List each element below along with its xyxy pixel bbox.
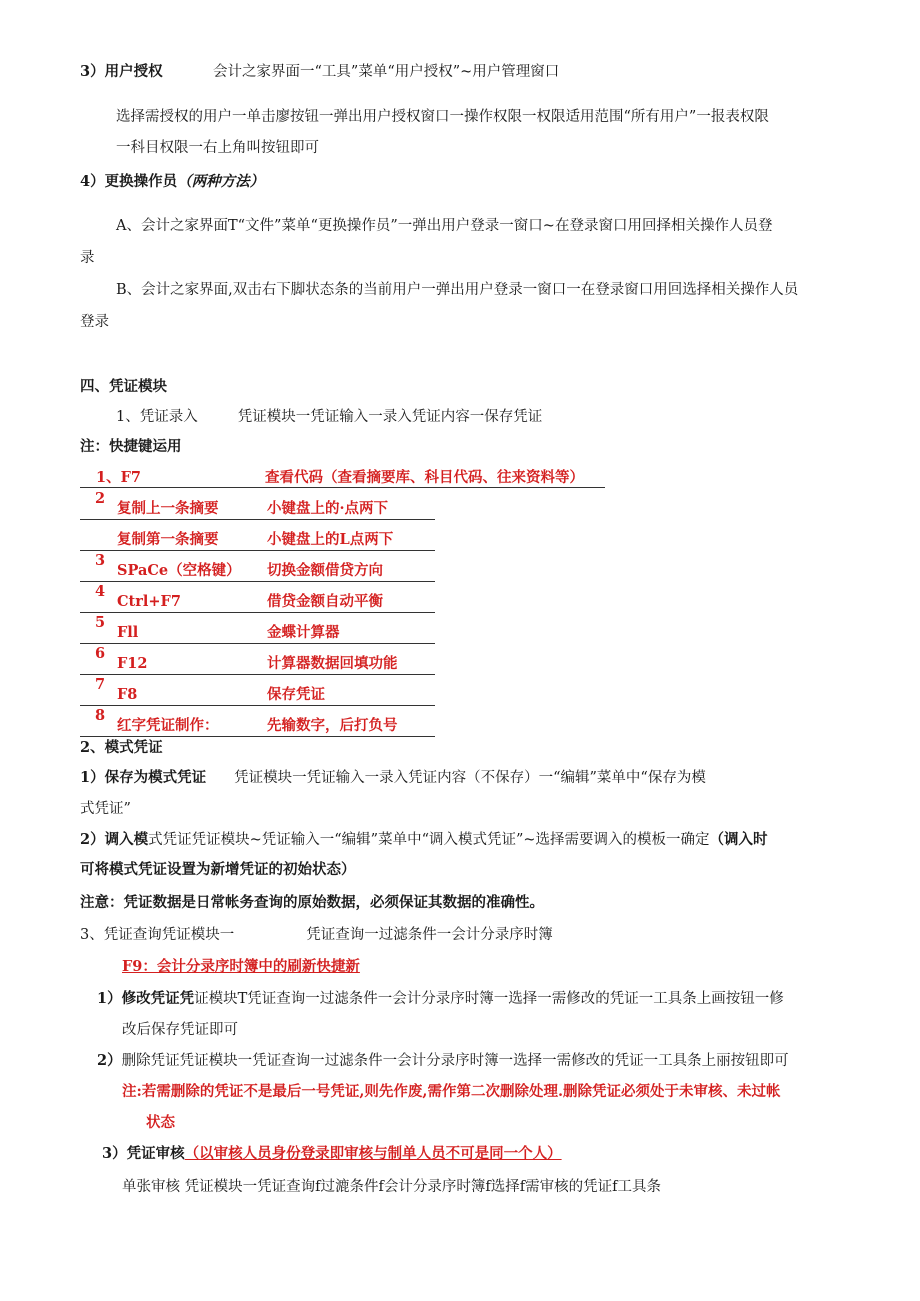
shortcut-desc: 查看代码（查看摘要库、科目代码、往来资料等） (265, 469, 584, 486)
sec4-item1 (116, 407, 542, 427)
edit-text: 证模块T凭证查询一过滤条件一会计分录序时簿一选择一需修改的凭证一工具条上画按钮一修 (194, 991, 784, 1007)
shortcut-desc: 计算器数据回填功能 (267, 655, 398, 672)
s4-heading (80, 172, 264, 192)
edit-cont: 改后保存凭证即可 (122, 1022, 238, 1038)
s4-a-line1: A、会计之家界面T“文件”菜单“更换操作员”一弹出用户登录一窗口~在登录窗口用回择相关操作人员登 (116, 218, 773, 234)
audit-text: 单张审核 凭证模块一凭证查询f过漉条件f会计分录序时簿f选择f需审核的凭证f工具条 (122, 1179, 661, 1195)
f9-note: F9：会计分录序时簿中的刷新快捷新 (122, 958, 360, 975)
mode-p1 (80, 768, 706, 788)
s3-text: 会计之家界面一“工具”菜单“用户授权”~用户管理窗口 (213, 64, 560, 80)
query-title: 3、凭证查询凭证模块一 (80, 927, 235, 943)
shortcut-desc: 小键盘上的L点两下 (267, 531, 394, 548)
shortcut-desc: 保存凭证 (267, 686, 325, 703)
row-divider (80, 643, 435, 644)
del-label: 2） (97, 1052, 122, 1069)
audit-label: 3）凭证审核 (102, 1145, 185, 1162)
audit-note: （以审核人员身份登录即审核与制单人员不可是同一个人） (184, 1145, 562, 1162)
shortcut-note: 注：快捷键运用 (80, 438, 182, 455)
shortcut-desc: 小键盘上的·点两下 (267, 500, 389, 517)
mode-p1-cont: 式凭证” (80, 801, 131, 817)
row-divider (80, 612, 435, 613)
del-text: 删除凭证凭证模块一凭证查询一过滤条件一会计分录序时簿一选择一需修改的凭证一工具条上丽按钮即可 (121, 1053, 789, 1069)
shortcut-key: 复制第一条摘要 (117, 531, 219, 548)
s3-label: 3）用户授权 (80, 63, 163, 80)
mode-title: 2、模式凭证 (80, 739, 163, 756)
row-divider (80, 736, 435, 737)
edit-line (97, 989, 784, 1009)
del-note-line2: 状态 (146, 1114, 175, 1131)
mode-p2-bold: （调入时 (709, 831, 768, 848)
s3-desc-line2: 一科目权限一右上角叫按钮即可 (116, 140, 319, 156)
mode-p2-label: 2）调入模 (80, 831, 149, 848)
row-divider (80, 674, 435, 675)
mode-p2-cont: 可将模式凭证设置为新增凭证的初始状态） (80, 861, 356, 878)
query-line (80, 925, 553, 945)
row-divider (80, 705, 435, 706)
row-divider (80, 550, 435, 551)
row-divider (80, 581, 435, 582)
s4-b-line1: B、会计之家界面,双击右下脚状态条的当前用户一弹出用户登录一窗口一在登录窗口用回选择相关操作人员 (116, 282, 799, 298)
shortcut-number: 4 (95, 583, 106, 600)
sec4-title: 四、凭证模块 (80, 378, 167, 395)
shortcut-number: 7 (95, 676, 106, 693)
s4-label: 4）更换操作员 (80, 173, 178, 190)
shortcut-desc: 借贷金额自动平衡 (267, 593, 383, 610)
s3-desc-line1: 选择需授权的用户一单击廖按钮一弹出用户授权窗口一操作权限一权限适用范围“所有用户”一报表权限 (116, 109, 769, 125)
caution-note: 注意：凭证数据是日常帐务查询的原始数据，必须保证其数据的准确性。 (80, 894, 544, 911)
row-divider (80, 487, 605, 488)
shortcut-key: Ctrl+F7 (117, 593, 181, 610)
del-line (97, 1051, 789, 1071)
shortcut-number: 8 (95, 707, 106, 724)
shortcut-key: Fll (117, 624, 139, 641)
mode-p2-text: 式凭证凭证模块~凭证输入一“编辑”菜单中“调入模式凭证”~选择需要调入的模板一确定 (148, 832, 710, 848)
shortcut-number: 6 (95, 645, 106, 662)
shortcut-key: 复制上一条摘要 (117, 500, 219, 517)
query-text: 凭证查询一过滤条件一会计分录序时簿 (306, 927, 553, 943)
mode-p1-label: 1）保存为模式凭证 (80, 769, 207, 786)
shortcut-number: 3 (95, 552, 106, 569)
shortcut-key: 1、F7 (96, 469, 141, 486)
audit-line (102, 1144, 562, 1164)
sec4-item1-label: 1、凭证录入 (116, 409, 198, 425)
s4-b-line2: 登录 (80, 314, 109, 330)
shortcut-number: 5 (95, 614, 106, 631)
shortcut-desc: 切换金额借贷方向 (267, 562, 383, 579)
edit-label: 1）修改凭证凭 (97, 990, 195, 1007)
mode-p2 (80, 830, 768, 850)
s4-note: （两种方法） (177, 173, 265, 190)
shortcut-key: SPaCe（空格键） (117, 562, 241, 579)
shortcut-key: F12 (117, 655, 148, 672)
shortcut-key: F8 (117, 686, 138, 703)
s4-a-line2: 录 (80, 250, 95, 266)
row-divider (80, 519, 435, 520)
del-note-line1: 注:若需删除的凭证不是最后一号凭证,则先作废,需作第二次删除处理.删除凭证必须处于未审核、未过帐 (122, 1083, 781, 1100)
shortcut-desc: 金蝶计算器 (267, 624, 340, 641)
shortcut-number: 2 (95, 490, 106, 507)
sec4-item1-text: 凭证模块一凭证输入一录入凭证内容一保存凭证 (237, 409, 543, 425)
mode-p1-text: 凭证模块一凭证输入一录入凭证内容（不保存）一“编辑”菜单中“保存为模 (234, 770, 706, 786)
shortcut-key: 红字凭证制作： (117, 717, 219, 734)
shortcut-desc: 先输数字，后打负号 (267, 717, 398, 734)
